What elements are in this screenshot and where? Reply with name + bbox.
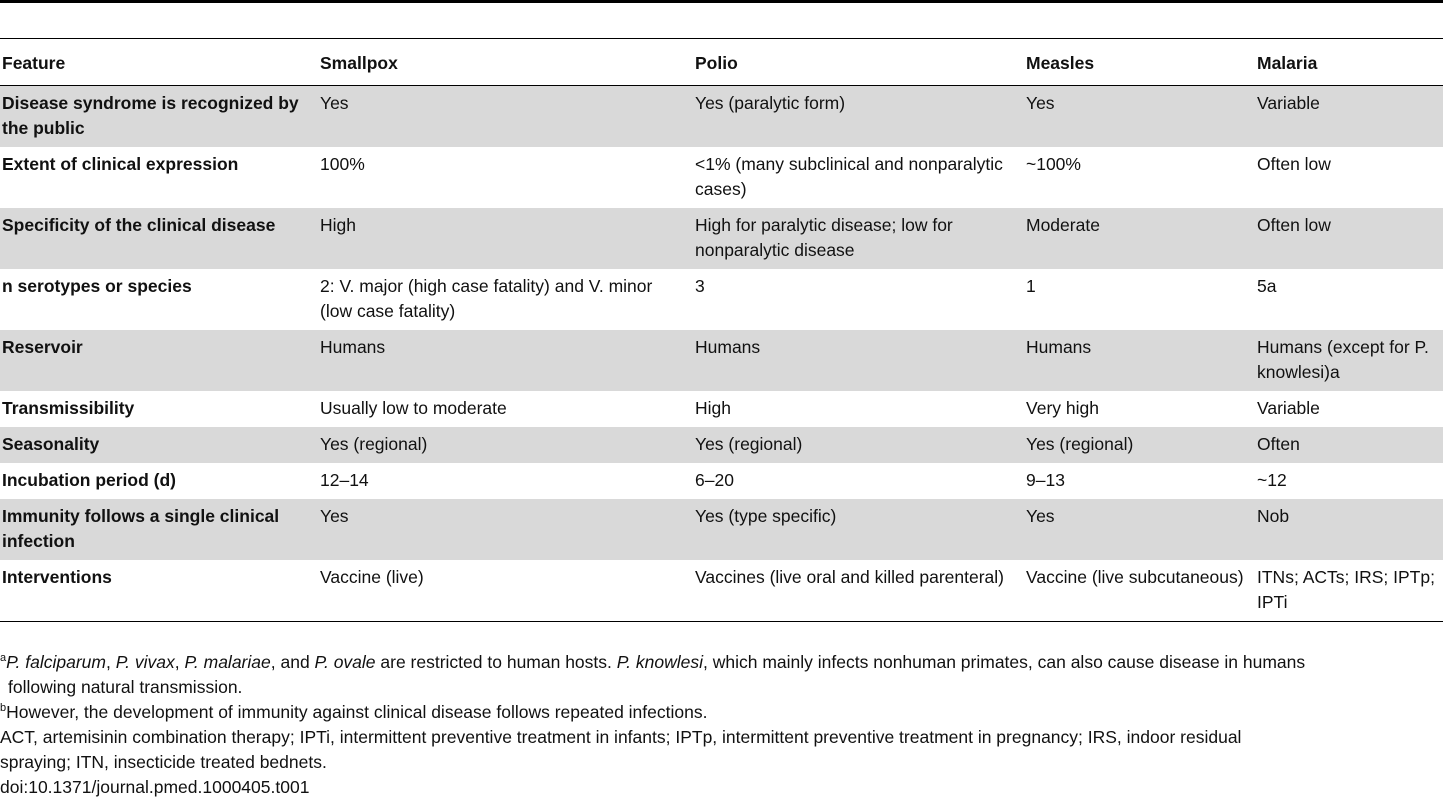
measles-cell: Humans bbox=[1024, 330, 1255, 391]
header-malaria: Malaria bbox=[1257, 53, 1318, 73]
footnote-b-text: However, the development of immunity against clinical disease follows repeated infections. bbox=[6, 702, 708, 722]
abbreviations-line-2: spraying; ITN, insecticide treated bednets. bbox=[0, 752, 327, 772]
header-feature: Feature bbox=[2, 53, 66, 73]
malaria-cell: Often low bbox=[1255, 208, 1443, 269]
smallpox-cell: 100% bbox=[320, 154, 365, 174]
feature-cell: Incubation period (d) bbox=[2, 470, 177, 490]
smallpox-cell: Humans bbox=[318, 330, 693, 391]
header-polio: Polio bbox=[695, 53, 738, 73]
polio-cell: <1% (many subclinical and nonparalytic cases) bbox=[695, 154, 1003, 199]
species-falciparum: P. falciparum bbox=[6, 652, 106, 672]
footnote-b-mark: b bbox=[0, 702, 7, 715]
feature-cell: Interventions bbox=[2, 567, 112, 587]
table-row bbox=[0, 86, 1443, 148]
polio-cell: 3 bbox=[695, 276, 705, 296]
table-row bbox=[0, 463, 1443, 499]
feature-cell: Immunity follows a single clinical infection bbox=[0, 499, 318, 560]
abbreviations-line-1: ACT, artemisinin combination therapy; IPTi, intermittent preventive treatment in infants; IPTp, intermittent preventive treatment in pregnancy; IRS, indoor residual bbox=[0, 727, 1242, 747]
malaria-cell: ~12 bbox=[1257, 470, 1287, 490]
table-row bbox=[0, 427, 1443, 463]
polio-cell: Yes (regional) bbox=[693, 427, 1024, 463]
feature-cell: n serotypes or species bbox=[2, 276, 192, 296]
smallpox-cell: Yes (regional) bbox=[318, 427, 693, 463]
feature-cell: Seasonality bbox=[0, 427, 318, 463]
malaria-cell: Nob bbox=[1255, 499, 1443, 560]
footnote-text: are restricted to human hosts. bbox=[375, 652, 617, 672]
polio-cell: Yes (paralytic form) bbox=[693, 86, 1024, 148]
species-ovale: P. ovale bbox=[314, 652, 376, 672]
measles-cell: Yes (regional) bbox=[1024, 427, 1255, 463]
footnote-text: , bbox=[106, 652, 116, 672]
feature-cell: Transmissibility bbox=[2, 398, 135, 418]
polio-cell: Yes (type specific) bbox=[693, 499, 1024, 560]
footnote-a-mark: a bbox=[0, 652, 7, 665]
malaria-cell: Humans (except for P. knowlesi)a bbox=[1255, 330, 1443, 391]
smallpox-cell: Usually low to moderate bbox=[320, 398, 507, 418]
header-measles: Measles bbox=[1026, 53, 1095, 73]
measles-cell: Very high bbox=[1026, 398, 1099, 418]
table-row bbox=[0, 499, 1443, 560]
polio-cell: High bbox=[695, 398, 731, 418]
comparison-table-container bbox=[0, 38, 1443, 622]
measles-cell: 9–13 bbox=[1026, 470, 1065, 490]
feature-cell: Reservoir bbox=[0, 330, 318, 391]
table-row bbox=[0, 208, 1443, 269]
feature-cell: Disease syndrome is recognized by the public bbox=[0, 86, 318, 148]
species-malariae: P. malariae bbox=[184, 652, 271, 672]
measles-cell: 1 bbox=[1026, 276, 1036, 296]
feature-cell: Specificity of the clinical disease bbox=[0, 208, 318, 269]
table-row bbox=[0, 330, 1443, 391]
malaria-cell: Often bbox=[1255, 427, 1443, 463]
smallpox-cell: Yes bbox=[318, 499, 693, 560]
doi-link[interactable]: doi:10.1371/journal.pmed.1000405.t001 bbox=[0, 777, 310, 797]
polio-cell: Vaccines (live oral and killed parenteral) bbox=[695, 567, 1004, 587]
header-smallpox: Smallpox bbox=[320, 53, 398, 73]
species-knowlesi: P. knowlesi bbox=[616, 652, 704, 672]
comparison-table bbox=[0, 38, 1443, 622]
polio-cell: High for paralytic disease; low for nonparalytic disease bbox=[693, 208, 1024, 269]
smallpox-cell: Yes bbox=[318, 86, 693, 148]
table-row bbox=[0, 269, 1443, 330]
measles-cell: Vaccine (live subcutaneous) bbox=[1026, 567, 1244, 587]
malaria-cell: ITNs; ACTs; IRS; IPTp; IPTi bbox=[1257, 567, 1435, 612]
footnote-a bbox=[0, 650, 1443, 675]
measles-cell: Moderate bbox=[1024, 208, 1255, 269]
malaria-cell: Variable bbox=[1257, 398, 1320, 418]
measles-cell: ~100% bbox=[1026, 154, 1081, 174]
top-rule bbox=[0, 0, 1443, 3]
measles-cell: Yes bbox=[1024, 499, 1255, 560]
malaria-cell: Variable bbox=[1255, 86, 1443, 148]
table-row bbox=[0, 560, 1443, 622]
species-vivax: P. vivax bbox=[115, 652, 175, 672]
footnote-text: , and bbox=[270, 652, 315, 672]
table-header-row bbox=[0, 39, 1443, 86]
footnote-text: , bbox=[174, 652, 185, 672]
smallpox-cell: High bbox=[318, 208, 693, 269]
smallpox-cell: Vaccine (live) bbox=[320, 567, 424, 587]
footnote-a-continued: following natural transmission. bbox=[8, 677, 243, 697]
polio-cell: Humans bbox=[693, 330, 1024, 391]
table-row bbox=[0, 147, 1443, 208]
polio-cell: 6–20 bbox=[695, 470, 734, 490]
smallpox-cell: 2: V. major (high case fatality) and V. minor (low case fatality) bbox=[320, 276, 653, 321]
smallpox-cell: 12–14 bbox=[320, 470, 369, 490]
footnote-b bbox=[0, 700, 1443, 725]
malaria-cell: 5a bbox=[1257, 276, 1277, 296]
footnote-text: , which mainly infects nonhuman primates, can also cause disease in humans bbox=[703, 652, 1306, 672]
feature-cell: Extent of clinical expression bbox=[2, 154, 239, 174]
measles-cell: Yes bbox=[1024, 86, 1255, 148]
table-row bbox=[0, 391, 1443, 427]
malaria-cell: Often low bbox=[1257, 154, 1331, 174]
